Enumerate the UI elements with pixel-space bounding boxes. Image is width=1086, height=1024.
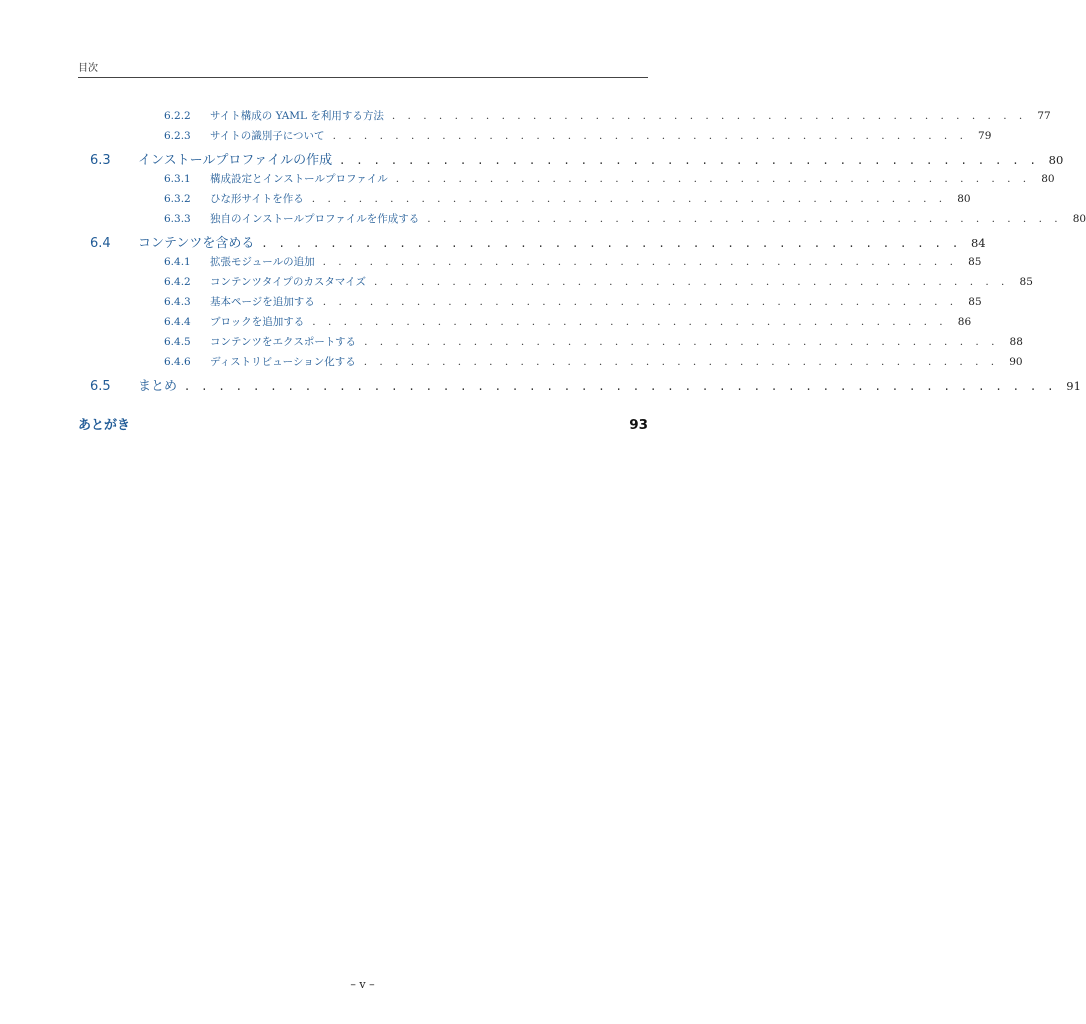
- toc-entry-6-4-6[interactable]: [164, 354, 1023, 369]
- toc-entry-number: 6.3.1: [164, 173, 191, 185]
- toc-entry-title[interactable]: コンテンツタイプのカスタマイズ: [210, 276, 367, 288]
- toc-entry-6-5[interactable]: [90, 375, 1081, 394]
- toc-entry-number: 6.5: [90, 379, 111, 394]
- toc-entry-6-3[interactable]: [90, 149, 1064, 168]
- dot-leader: . . . . . . . . . . . . . . . . . . . . . . . . . . . . . . . . . . . . . . . . .: [364, 336, 999, 348]
- toc-chapter-afterword[interactable]: [78, 414, 648, 433]
- page-folio: – v –: [350, 978, 375, 991]
- toc-entry-6-3-1[interactable]: [164, 171, 1055, 186]
- toc-entry-title[interactable]: コンテンツをエクスポートする: [210, 336, 357, 348]
- toc-entry-title[interactable]: インストールプロファイルの作成: [138, 153, 333, 168]
- toc-entry-number: 6.4.6: [164, 356, 191, 368]
- toc-entry-6-4-1[interactable]: [164, 254, 982, 269]
- toc-entry-number: 6.4.4: [164, 316, 191, 328]
- toc-entry-6-2-2[interactable]: [164, 108, 1051, 123]
- toc-entry-page: 85: [968, 256, 982, 268]
- toc-entry-number: 6.4.5: [164, 336, 191, 348]
- toc-entry-page: 79: [978, 130, 992, 142]
- toc-entry-title[interactable]: ひな形サイトを作る: [210, 193, 304, 205]
- toc-entry-page: 88: [1009, 336, 1023, 348]
- toc-entry-number: 6.3.3: [164, 213, 191, 225]
- toc-entry-number: 6.3.2: [164, 193, 191, 205]
- running-title: 目次: [78, 63, 98, 74]
- dot-leader: . . . . . . . . . . . . . . . . . . . . . . . . . . . . . . . . . . . . . . . . .: [312, 316, 948, 328]
- toc-entry-title[interactable]: サイトの識別子について: [210, 130, 325, 142]
- dot-leader: . . . . . . . . . . . . . . . . . . . . . . . . . . . . . . . . . . . . . . . . .: [395, 173, 1031, 185]
- toc-entry-page: 80: [1048, 153, 1064, 167]
- toc-entry-page: 85: [968, 296, 982, 308]
- toc-entry-page: 91: [1066, 379, 1081, 393]
- toc-entry-title[interactable]: サイト構成の YAML を利用する方法: [210, 110, 384, 122]
- dot-leader: . . . . . . . . . . . . . . . . . . . . . . . . . . . . . . . . . . . . . . . . .: [322, 296, 958, 308]
- toc-entry-6-4-4[interactable]: [164, 314, 972, 329]
- toc-entry-number: 6.3: [90, 153, 111, 168]
- toc-chapter-title[interactable]: あとがき: [78, 418, 131, 433]
- toc-entry-title[interactable]: 独自のインストールプロファイルを作成する: [210, 213, 420, 225]
- toc-entry-page: 80: [957, 193, 971, 205]
- toc-entry-page: 90: [1009, 356, 1023, 368]
- toc-entry-title[interactable]: コンテンツを含める: [138, 236, 255, 251]
- toc-entry-title[interactable]: 構成設定とインストールプロファイル: [210, 173, 388, 185]
- dot-leader: . . . . . . . . . . . . . . . . . . . . . . . . . . . . . . . . . . . . . . . . .: [374, 276, 1009, 288]
- dot-leader: . . . . . . . . . . . . . . . . . . . . . . . . . . . . . . . . . . . . . . . . .: [363, 356, 999, 368]
- toc-entry-number: 6.4.1: [164, 256, 191, 268]
- toc-entry-page: 77: [1037, 110, 1051, 122]
- toc-entry-title[interactable]: ブロックを追加する: [210, 316, 305, 328]
- toc-entry-page: 86: [957, 316, 972, 328]
- toc-entry-number: 6.4: [90, 236, 111, 251]
- dot-leader: . . . . . . . . . . . . . . . . . . . . . . . . . . . . . . . . . . . . . . . . . . . . . . . . . . .: [185, 379, 1057, 394]
- toc-entry-6-2-3[interactable]: [164, 128, 992, 143]
- toc-chapter-page: 93: [629, 417, 648, 433]
- dot-leader: . . . . . . . . . . . . . . . . . . . . . . . . . . . . . . . . . . . . . . . . .: [311, 193, 947, 205]
- toc-entry-6-4[interactable]: [90, 232, 986, 251]
- toc-entry-title[interactable]: まとめ: [138, 379, 178, 394]
- toc-entry-title[interactable]: 拡張モジュールの追加: [210, 256, 315, 268]
- toc-entry-title[interactable]: ディストリビューション化する: [210, 356, 356, 368]
- toc-entry-number: 6.2.2: [164, 110, 191, 122]
- toc-entry-6-4-2[interactable]: [164, 274, 1033, 289]
- dot-leader: . . . . . . . . . . . . . . . . . . . . . . . . . . . . . . . . . . . . . . . . .: [427, 213, 1063, 225]
- toc-entry-title[interactable]: 基本ページを追加する: [210, 296, 315, 308]
- toc-entry-page: 80: [1041, 173, 1055, 185]
- toc-entry-number: 6.4.3: [164, 296, 191, 308]
- dot-leader: . . . . . . . . . . . . . . . . . . . . . . . . . . . . . . . . . . . . . . . . .: [262, 236, 962, 251]
- toc-entry-page: 80: [1072, 213, 1086, 225]
- toc-entry-page: 85: [1019, 276, 1033, 288]
- toc-entry-6-4-3[interactable]: [164, 294, 982, 309]
- dot-leader: . . . . . . . . . . . . . . . . . . . . . . . . . . . . . . . . . . . . . . . . .: [340, 153, 1040, 168]
- toc-entry-6-4-5[interactable]: [164, 334, 1023, 349]
- toc-entry-6-3-3[interactable]: [164, 211, 1086, 226]
- toc-entry-6-3-2[interactable]: [164, 191, 971, 206]
- running-header: [78, 63, 648, 78]
- toc-entry-number: 6.2.3: [164, 130, 191, 142]
- dot-leader: . . . . . . . . . . . . . . . . . . . . . . . . . . . . . . . . . . . . . . . . .: [322, 256, 958, 268]
- dot-leader: . . . . . . . . . . . . . . . . . . . . . . . . . . . . . . . . . . . . . . . . .: [332, 130, 968, 142]
- toc-entry-number: 6.4.2: [164, 276, 191, 288]
- dot-leader: . . . . . . . . . . . . . . . . . . . . . . . . . . . . . . . . . . . . . . . . .: [391, 110, 1027, 122]
- toc-entry-page: 84: [970, 236, 986, 250]
